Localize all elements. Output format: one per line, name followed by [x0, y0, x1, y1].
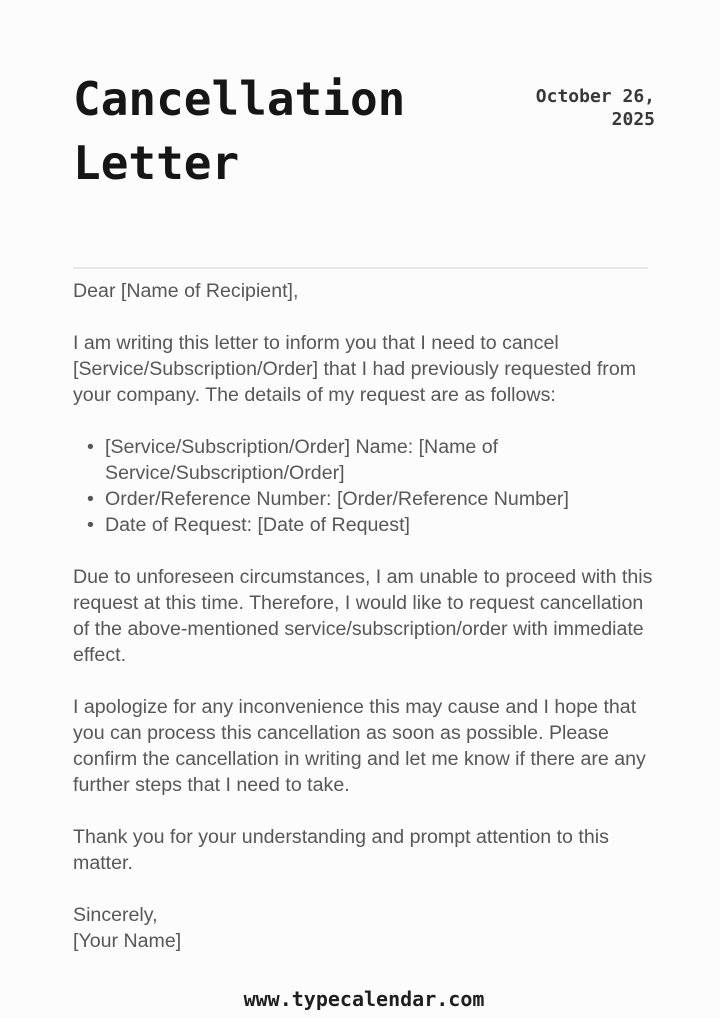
list-item-order-number: • Order/Reference Number: [Order/Reference Number]: [87, 486, 655, 512]
paragraph-cancellation: Due to unforeseen circumstances, I am unable to proceed with this request at this time. Therefore, I would like to request cancellation of the above-mentioned service/subscription/order with immediate effect.: [73, 566, 653, 666]
page-title: Cancellation Letter: [73, 72, 406, 190]
list-item-request-date: • Date of Request: [Date of Request]: [87, 512, 655, 538]
request-details-list: [73, 434, 655, 538]
paragraph-thanks: Thank you for your understanding and prompt attention to this matter.: [73, 826, 609, 874]
closing-line: Sincerely,: [73, 904, 158, 926]
paragraph-apology: I apologize for any inconvenience this may cause and I hope that you can process this cancellation as soon as possible. Please confirm the cancellation in writing and let me know if there are any further steps that I need to take.: [73, 696, 646, 796]
letter-body: [73, 278, 655, 954]
letter-header: [73, 67, 655, 195]
signature-line: [Your Name]: [73, 930, 182, 952]
website-url: www.typecalendar.com: [243, 987, 485, 1011]
salutation: Dear [Name of Recipient],: [73, 280, 299, 302]
header-divider: [73, 267, 648, 269]
letter-date: October 26, 2025: [535, 86, 655, 130]
paragraph-intro: I am writing this letter to inform you that I need to cancel [Service/Subscription/Order] that I had previously requested from your company. The details of my request are as follows:: [73, 332, 637, 406]
list-item-service-name: • [Service/Subscription/Order] Name: [Name of Service/Subscription/Order]: [87, 434, 655, 486]
page-footer: [73, 986, 655, 1012]
